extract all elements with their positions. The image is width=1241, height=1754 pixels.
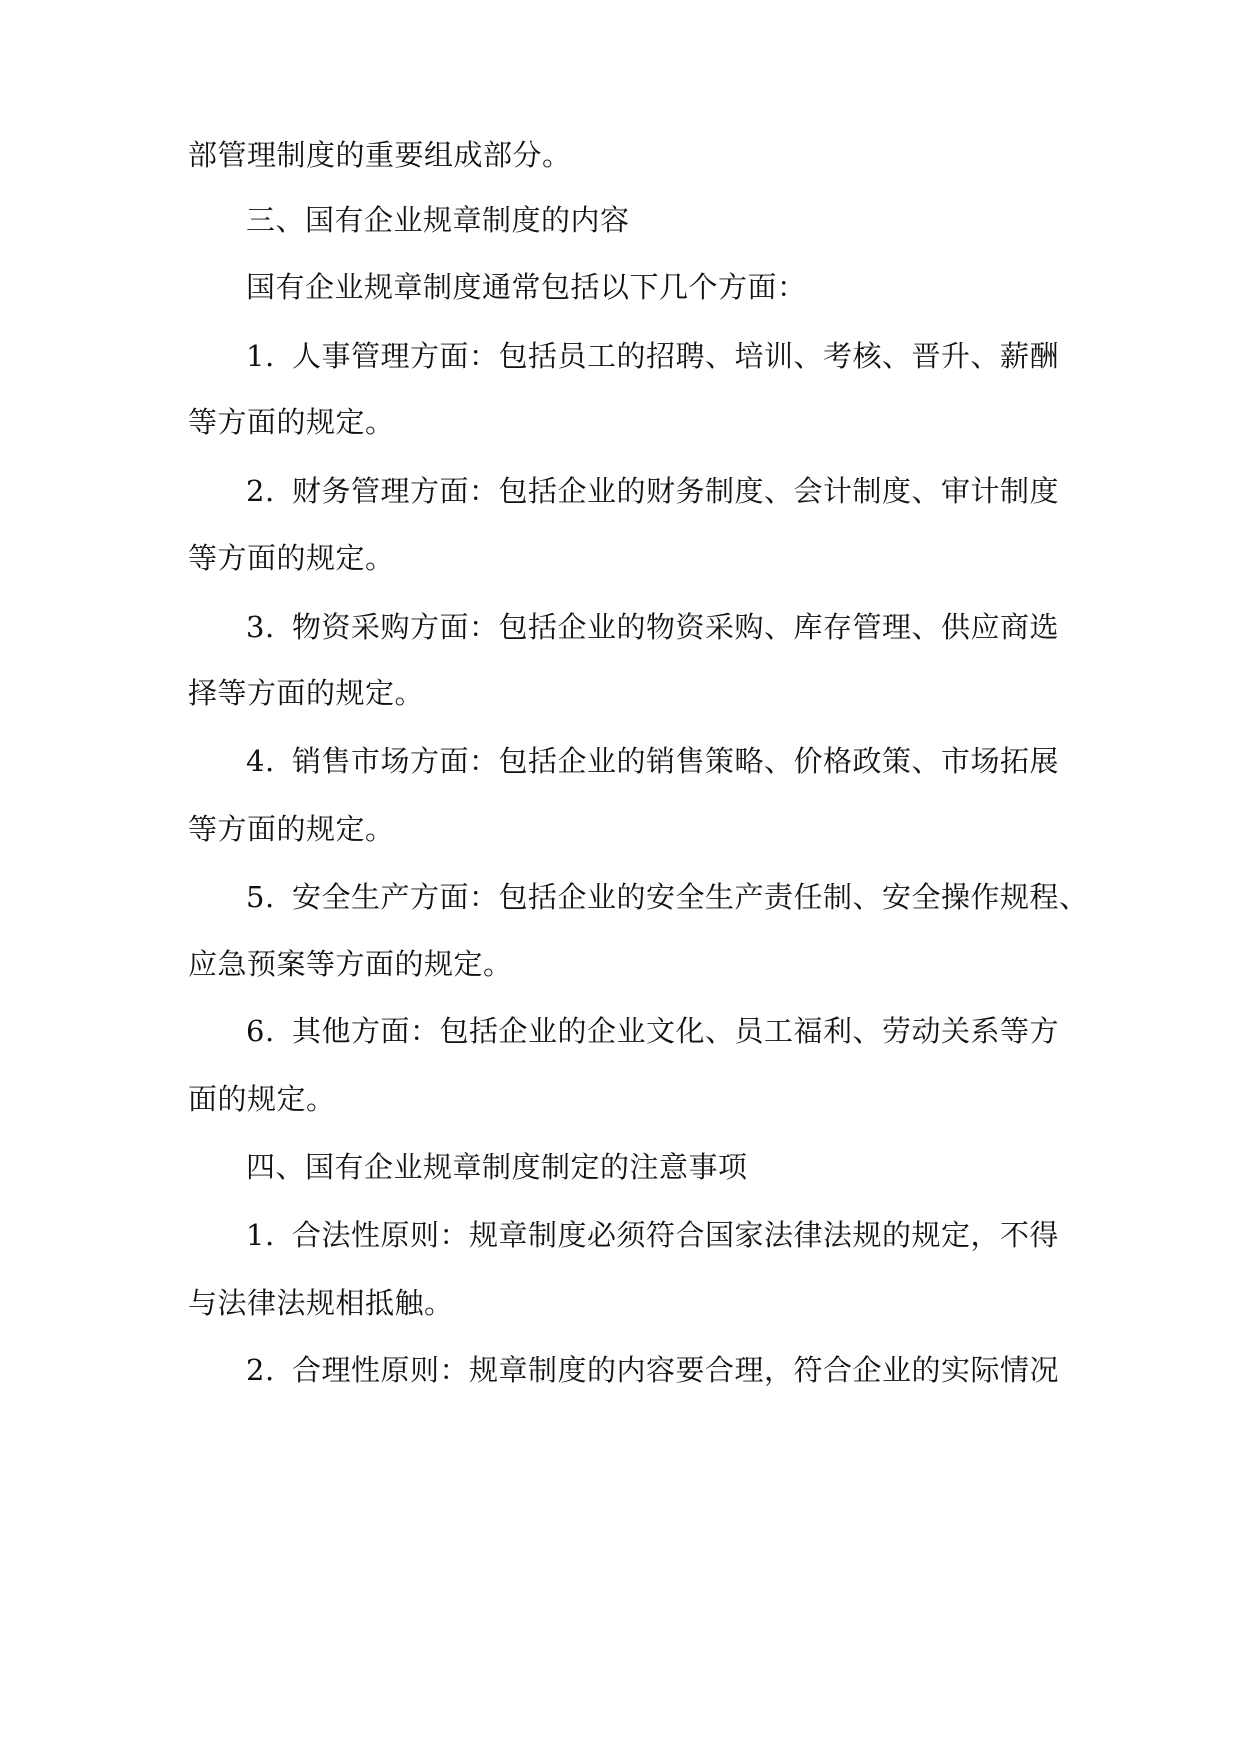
list-item-3-continuation: 择等方面的规定。 — [188, 676, 425, 710]
list-item-number: 2. — [246, 1353, 275, 1387]
note-item-1-continuation: 与法律法规相抵触。 — [188, 1286, 454, 1320]
list-item-text: 安全生产方面：包括企业的安全生产责任制、安全操作规程、 — [292, 880, 1089, 914]
list-item-3 — [246, 607, 1059, 647]
list-item-6 — [246, 1011, 1059, 1051]
section-heading-3: 三、国有企业规章制度的内容 — [246, 203, 630, 237]
list-item-number: 3. — [246, 610, 275, 644]
list-item-4-continuation: 等方面的规定。 — [188, 812, 395, 846]
note-item-2 — [246, 1350, 1059, 1390]
list-item-4 — [246, 741, 1059, 781]
list-item-number: 4. — [246, 744, 275, 778]
intro-paragraph: 国有企业规章制度通常包括以下几个方面： — [246, 270, 807, 304]
list-item-number: 6. — [246, 1014, 275, 1048]
list-item-6-continuation: 面的规定。 — [188, 1082, 336, 1116]
list-item-number: 1. — [246, 1218, 275, 1252]
list-item-2-continuation: 等方面的规定。 — [188, 541, 395, 575]
paragraph-continuation: 部管理制度的重要组成部分。 — [188, 138, 572, 172]
list-item-text: 合理性原则：规章制度的内容要合理，符合企业的实际情况 — [292, 1353, 1060, 1387]
note-item-1 — [246, 1215, 1059, 1255]
list-item-1 — [246, 336, 1059, 376]
list-item-text: 销售市场方面：包括企业的销售策略、价格政策、市场拓展 — [292, 744, 1060, 778]
list-item-2 — [246, 471, 1059, 511]
list-item-number: 1. — [246, 339, 275, 373]
list-item-5 — [246, 877, 1089, 917]
list-item-text: 物资采购方面：包括企业的物资采购、库存管理、供应商选 — [292, 610, 1060, 644]
list-item-text: 人事管理方面：包括员工的招聘、培训、考核、晋升、薪酬 — [292, 339, 1060, 373]
list-item-number: 2. — [246, 474, 275, 508]
list-item-text: 合法性原则：规章制度必须符合国家法律法规的规定，不得 — [292, 1218, 1060, 1252]
list-item-1-continuation: 等方面的规定。 — [188, 405, 395, 439]
list-item-text: 财务管理方面：包括企业的财务制度、会计制度、审计制度 — [292, 474, 1060, 508]
list-item-number: 5. — [246, 880, 275, 914]
section-heading-4: 四、国有企业规章制度制定的注意事项 — [246, 1150, 748, 1184]
list-item-5-continuation: 应急预案等方面的规定。 — [188, 947, 513, 981]
list-item-text: 其他方面：包括企业的企业文化、员工福利、劳动关系等方 — [292, 1014, 1060, 1048]
